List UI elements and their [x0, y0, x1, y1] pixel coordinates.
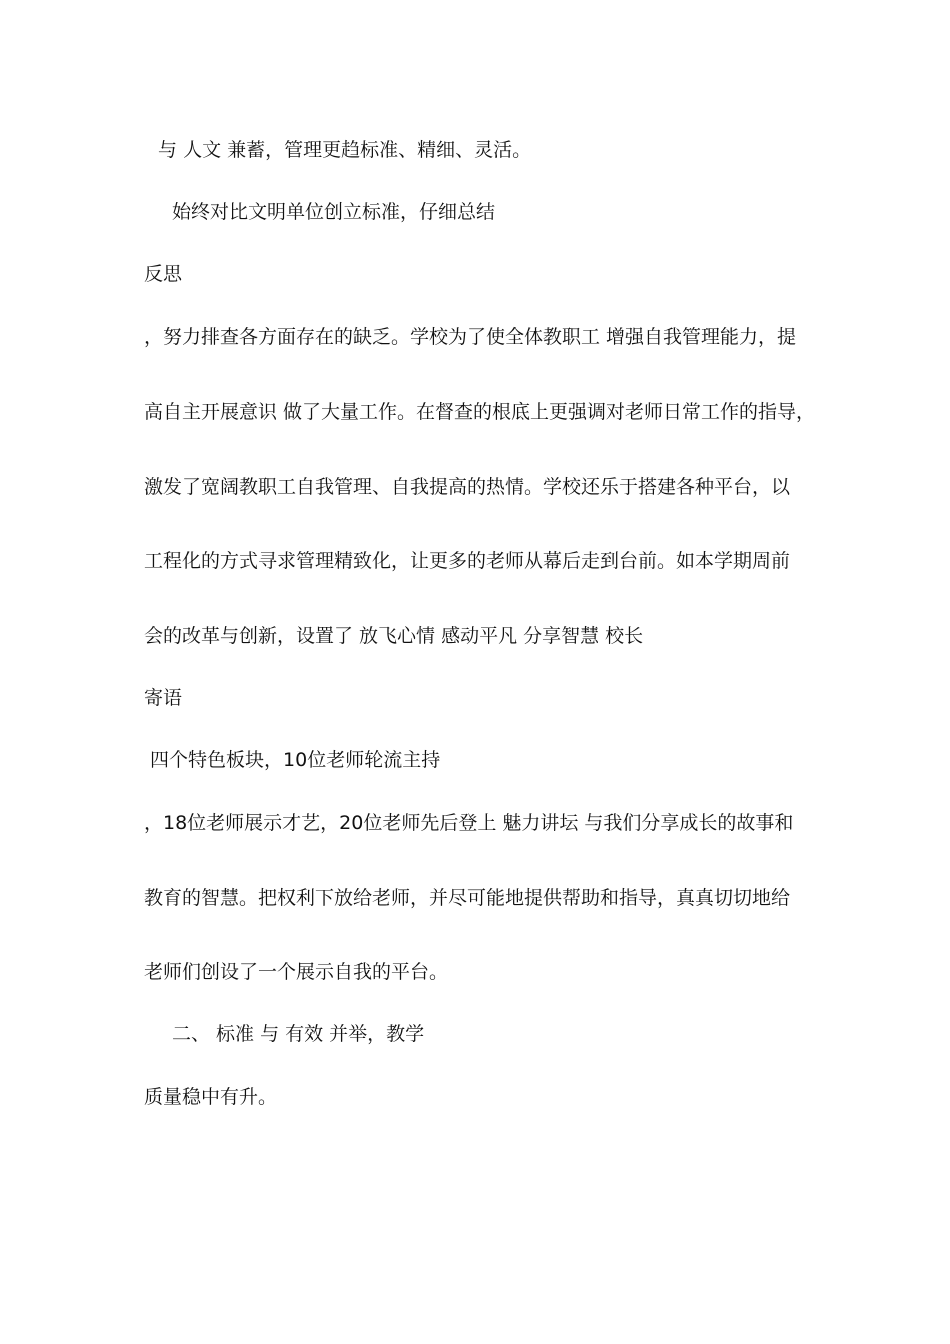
text-line-12: 教育的智慧。把权利下放给老师，并尽可能地提供帮助和指导，真真切切地给 [144, 887, 791, 909]
text-line-3: 反思 [144, 263, 183, 285]
text-line-1: 与 人文 兼蓄，管理更趋标准、精细、灵活。 [152, 139, 532, 161]
text-line-7: 工程化的方式寻求管理精致化，让更多的老师从幕后走到台前。如本学期周前 [144, 550, 791, 572]
text-line-13: 老师们创设了一个展示自我的平台。 [144, 961, 449, 983]
text-line-5: 高自主开展意识 做了大量工作。在督查的根底上更强调对老师日常工作的指导， [144, 401, 816, 423]
text-line-9: 寄语 [144, 687, 183, 709]
text-line-8: 会的改革与创新，设置了 放飞心情 感动平凡 分享智慧 校长 [144, 625, 644, 647]
text-line-2: 始终对比文明单位创立标准，仔细总结 [172, 201, 496, 223]
text-line-15: 质量稳中有升。 [144, 1086, 278, 1108]
text-line-14: 二、 标准 与 有效 并举，教学 [172, 1023, 425, 1045]
text-line-10: 四个特色板块，10位老师轮流主持 [144, 749, 441, 771]
text-line-11: ，18位老师展示才艺，20位老师先后登上 魅力讲坛 与我们分享成长的故事和 [144, 812, 794, 834]
text-line-4: ，努力排查各方面存在的缺乏。学校为了使全体教职工 增强自我管理能力，提 [144, 326, 797, 348]
text-line-6: 激发了宽阔教职工自我管理、自我提高的热情。学校还乐于搭建各种平台，以 [144, 476, 791, 498]
